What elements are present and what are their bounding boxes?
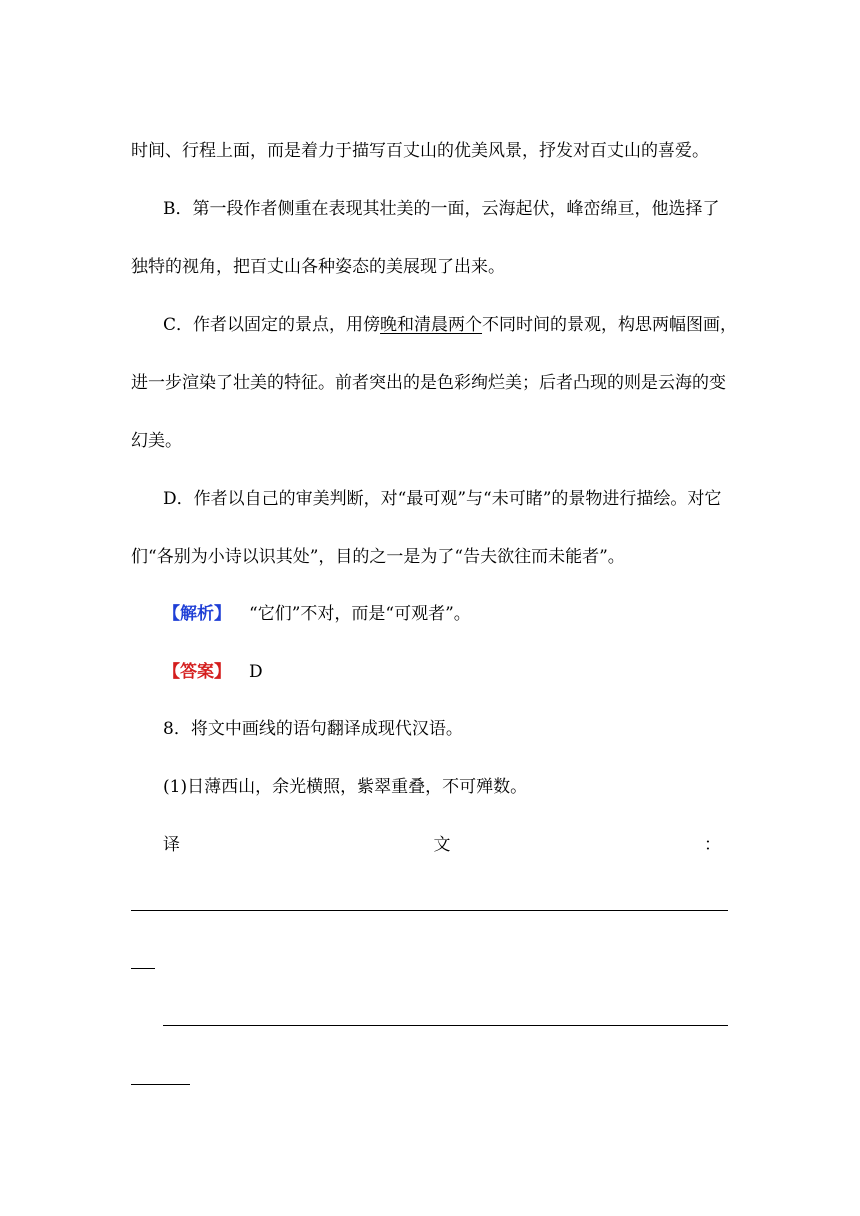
answer-row	[163, 660, 263, 684]
analysis-row	[163, 602, 471, 626]
option-c-text-before: C．作者以固定的景点，用傍	[163, 315, 381, 335]
option-c-line-3: 幻美。	[131, 431, 182, 451]
analysis-text: “它们”不对，而是“可观者”。	[249, 604, 471, 624]
option-d-line-1: D．作者以自己的审美判断，对“最可观”与“未可睹”的景物进行描绘。对它	[163, 489, 722, 509]
option-c-text-after: 不同时间的景观，构思两幅图画，	[482, 315, 738, 335]
translation-label-wen: 文	[433, 835, 451, 855]
analysis-tag: 【解析】	[163, 604, 231, 624]
answer-tag: 【答案】	[163, 662, 231, 682]
question-8-item-1: (1)日薄西山，余光横照，紫翠重叠，不可殚数。	[163, 777, 528, 797]
option-c-line-2: 进一步渲染了壮美的特征。前者突出的是色彩绚烂美；后者凸现的则是云海的变	[131, 373, 726, 393]
option-b-line-1: B．第一段作者侧重在表现其壮美的一面，云海起伏，峰峦绵亘，他选择了	[163, 199, 720, 219]
option-c-underlined-text: 晚和清晨两个	[380, 315, 483, 335]
option-c-line-1	[163, 313, 737, 337]
answer-blank-line-2[interactable]	[163, 1025, 728, 1026]
option-d-line-2: 们“各别为小诗以识其处”，目的之一是为了“告夫欲往而未能者”。	[131, 547, 625, 567]
translation-label-colon: ：	[704, 835, 721, 855]
question-8-title: 8．将文中画线的语句翻译成现代汉语。	[163, 719, 463, 739]
answer-blank-line-2-continued[interactable]	[131, 1084, 190, 1085]
translation-label-row	[163, 833, 721, 857]
answer-blank-line-1[interactable]	[131, 910, 728, 911]
translation-label-yi: 译	[163, 835, 180, 855]
paragraph-a-end: 时间、行程上面，而是着力于描写百丈山的优美风景，抒发对百丈山的喜爱。	[131, 141, 709, 161]
answer-blank-line-1-continued[interactable]	[131, 968, 155, 969]
option-b-line-2: 独特的视角，把百丈山各种姿态的美展现了出来。	[131, 257, 505, 277]
answer-text: D	[249, 662, 263, 682]
